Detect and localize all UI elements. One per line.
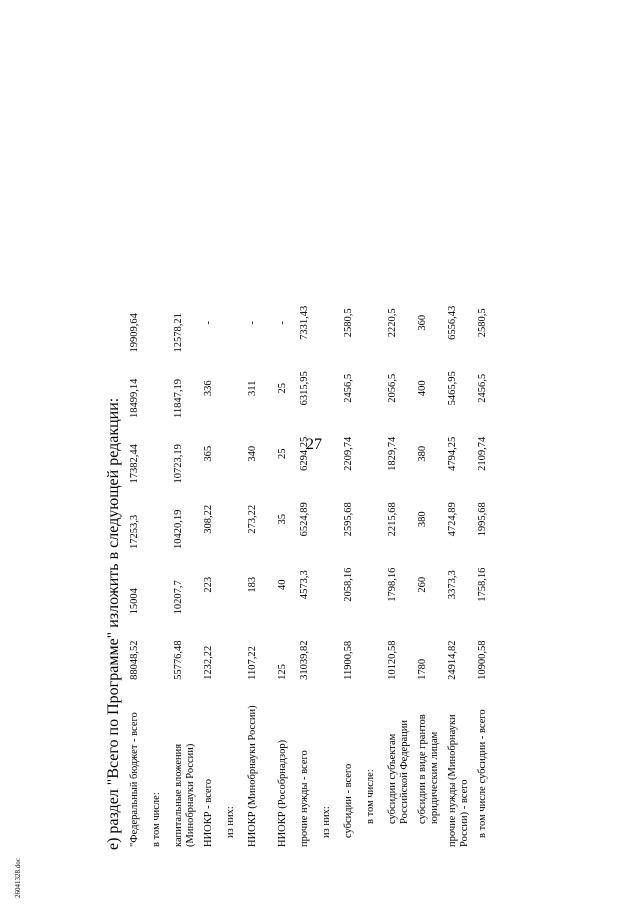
row-value: 10723,19 [173, 444, 184, 484]
row-value: 1107,22 [247, 646, 258, 680]
row-value: 311 [247, 380, 258, 396]
row-value [365, 356, 387, 422]
row-value [151, 290, 173, 356]
table-row [447, 290, 477, 850]
row-value: 10120,58 [387, 640, 398, 680]
row-value [225, 617, 247, 683]
row-value: 2595,68 [343, 502, 354, 537]
row-value [321, 552, 343, 617]
table-row [247, 290, 277, 850]
row-value: 2109,74 [477, 436, 488, 471]
row-value: 2058,16 [343, 567, 354, 602]
row-label: НИОКР - всего [203, 779, 214, 847]
row-value: 336 [203, 380, 214, 397]
row-value [151, 487, 173, 553]
row-value: 2580,5 [343, 308, 354, 338]
row-value: 2456,5 [477, 373, 488, 403]
row-value [225, 552, 247, 617]
row-value: 183 [247, 576, 258, 593]
table-row [225, 290, 247, 850]
row-value: 6556,43 [447, 305, 458, 340]
row-label: капитальные вложения (Минобрнауки России) [173, 743, 196, 847]
row-value: 25 [277, 448, 288, 460]
row-value: 55776,48 [173, 640, 184, 680]
row-value [225, 421, 247, 487]
row-value: 19909,64 [129, 313, 140, 353]
row-label: из них: [321, 806, 332, 838]
row-value [321, 356, 343, 422]
row-value: 12578,21 [173, 313, 184, 353]
row-value: 380 [417, 511, 428, 528]
row-value: 1780 [417, 658, 428, 680]
row-label: "Федеральный бюджет - всего [129, 712, 140, 847]
row-value [151, 356, 173, 422]
row-label: из них: [225, 806, 236, 838]
row-value: 1995,68 [477, 502, 488, 537]
row-value: 4794,25 [447, 436, 458, 471]
row-value: 17382,44 [129, 444, 140, 484]
row-value: 11900,58 [343, 640, 354, 680]
row-value: 1758,16 [477, 567, 488, 602]
row-value: - [203, 321, 214, 325]
row-value [225, 487, 247, 553]
row-value [225, 356, 247, 422]
row-value: 1798,16 [387, 567, 398, 602]
row-value: 24914,82 [447, 640, 458, 680]
row-value: 3373,3 [447, 570, 458, 600]
row-value: 2456,5 [343, 373, 354, 403]
table-row [151, 290, 173, 850]
row-value [365, 421, 387, 487]
row-value [365, 552, 387, 617]
table-row [299, 290, 321, 850]
footer-text: 26041328.doc [14, 858, 22, 898]
row-value [151, 552, 173, 617]
table-row [203, 290, 225, 850]
table-row [365, 290, 387, 850]
row-value: 125 [277, 664, 288, 680]
row-value: 2056,5 [387, 373, 398, 403]
row-value: 10420,19 [173, 509, 184, 550]
row-label: субсидии в виде грантов юридическим лицам [417, 714, 440, 824]
row-value [151, 421, 173, 487]
row-value: 31039,82 [299, 640, 310, 680]
row-label: в том числе: [365, 769, 376, 824]
section-heading: е) раздел "Всего по Программе" изложить в следующей редакции: [105, 397, 122, 850]
row-value: 11847,19 [173, 379, 184, 419]
row-value: 6524,89 [299, 502, 310, 537]
rotated-content [105, 290, 505, 850]
row-value: 15004 [129, 588, 140, 615]
row-value: 4573,3 [299, 570, 310, 600]
table-row [173, 290, 203, 850]
row-value: 380 [417, 445, 428, 462]
row-value: 2209,74 [343, 436, 354, 471]
row-value [321, 421, 343, 487]
row-value: 88048,52 [129, 640, 140, 680]
row-value: 308,22 [203, 504, 214, 534]
row-value: 17253,3 [129, 514, 140, 550]
row-label: в том числе: [151, 792, 162, 847]
row-value: 360 [417, 314, 428, 331]
table-row [129, 290, 151, 850]
table-row [321, 290, 343, 850]
table-row [477, 290, 507, 850]
row-value: 273,22 [247, 504, 258, 534]
row-value: 1829,74 [387, 436, 398, 471]
row-value [365, 487, 387, 553]
row-value: 223 [203, 576, 214, 593]
row-value: 260 [417, 576, 428, 593]
row-value [365, 617, 387, 683]
row-value: 35 [277, 514, 288, 525]
row-value [365, 290, 387, 356]
row-value: 6315,95 [299, 371, 310, 406]
row-value: 10900,58 [477, 640, 488, 680]
row-value [321, 487, 343, 553]
row-label: прочие нужды - всего [299, 750, 310, 847]
budget-table [129, 290, 507, 850]
row-value: - [277, 321, 288, 325]
table-row [343, 290, 365, 850]
row-value: - [247, 321, 258, 325]
row-value: 10207,7 [173, 580, 184, 615]
row-value: 18499,14 [129, 378, 140, 419]
row-value: 340 [247, 445, 258, 462]
table-row [387, 290, 417, 850]
row-label: субсидии субъектам Российской Федерации [387, 720, 410, 824]
footer-filename [14, 818, 26, 898]
row-value: 4724,89 [447, 502, 458, 537]
row-value: 7331,43 [299, 305, 310, 340]
page-number: 27 [306, 436, 322, 453]
row-value: 6294,25 [299, 436, 310, 471]
row-value [321, 617, 343, 683]
row-value: 400 [417, 380, 428, 397]
row-value: 2580,5 [477, 308, 488, 338]
row-label: НИОКР (Рособрнадзор) [277, 739, 288, 847]
row-value: 40 [277, 579, 288, 590]
row-label: НИОКР (Минобрнауки России) [247, 705, 258, 847]
row-value [225, 290, 247, 356]
row-value [321, 290, 343, 356]
row-value: 365 [203, 445, 214, 462]
row-label: субсидии - всего [343, 763, 354, 838]
row-label: прочие нужды (Минобрнауки России) - всего [447, 714, 470, 847]
table-row [417, 290, 447, 850]
row-value: 1232,22 [203, 645, 214, 680]
row-value: 2215,68 [387, 502, 398, 537]
row-value: 5465,95 [447, 371, 458, 406]
row-value: 25 [277, 383, 288, 394]
row-value: 2220,5 [387, 308, 398, 338]
row-value [151, 617, 173, 683]
row-label: в том числе субсидии - всего [477, 709, 488, 838]
table-row [277, 290, 299, 850]
